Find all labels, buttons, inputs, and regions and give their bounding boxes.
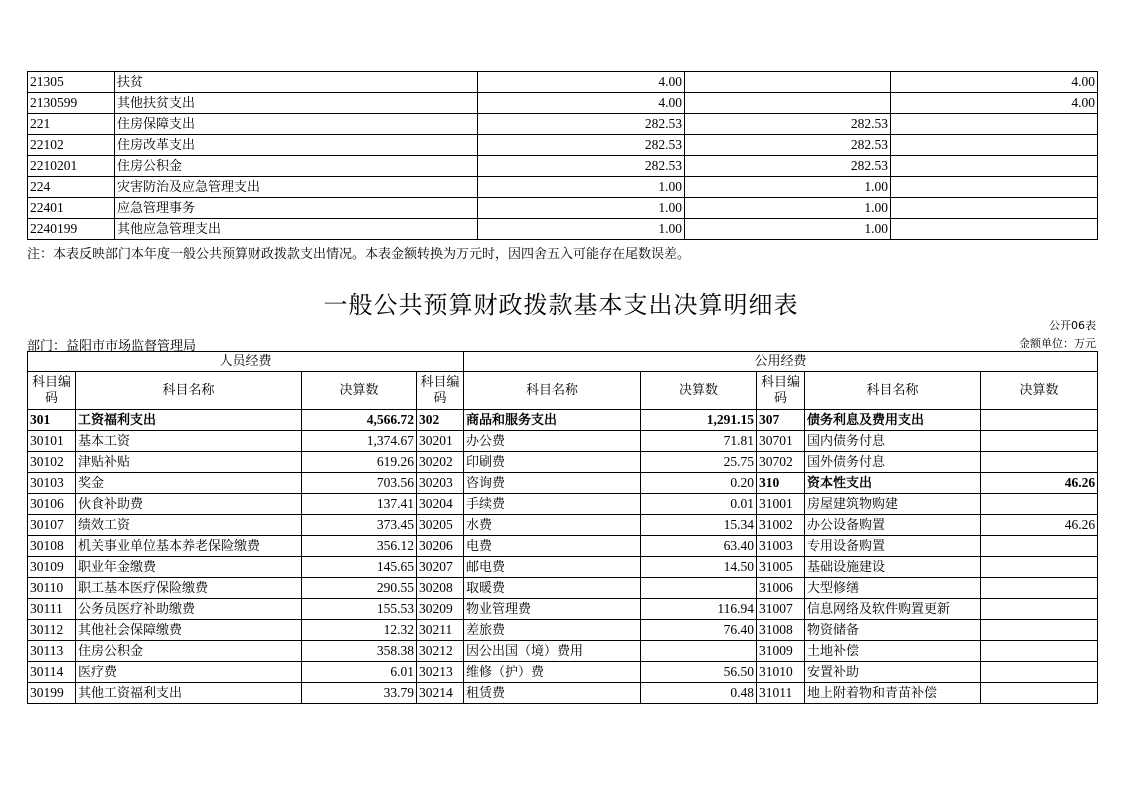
- subject-code: 21305: [28, 72, 115, 93]
- table-row: [28, 536, 1098, 557]
- subject-name: 扶贫: [115, 72, 478, 93]
- total-amount: 4.00: [478, 72, 685, 93]
- subject-code-3: 30702: [757, 452, 805, 473]
- subject-code-1: 301: [28, 410, 76, 431]
- subject-name: 住房保障支出: [115, 114, 478, 135]
- subject-code-2: 30214: [417, 683, 464, 704]
- amount-1: 358.38: [302, 641, 417, 662]
- amount-1: 373.45: [302, 515, 417, 536]
- subject-name-2: 手续费: [464, 494, 641, 515]
- amount-2: 56.50: [641, 662, 757, 683]
- basic-amount: 282.53: [685, 135, 891, 156]
- subject-code-1: 30102: [28, 452, 76, 473]
- amount-1: 619.26: [302, 452, 417, 473]
- total-amount: 1.00: [478, 198, 685, 219]
- header-amount-2: 决算数: [641, 372, 757, 410]
- total-amount: 282.53: [478, 114, 685, 135]
- amount-3: [981, 494, 1098, 515]
- subject-code: 2130599: [28, 93, 115, 114]
- project-amount: [891, 156, 1098, 177]
- subject-code: 2210201: [28, 156, 115, 177]
- subject-name-1: 职工基本医疗保险缴费: [76, 578, 302, 599]
- subject-name-3: 房屋建筑物购建: [805, 494, 981, 515]
- amount-1: 145.65: [302, 557, 417, 578]
- amount-2: 63.40: [641, 536, 757, 557]
- subject-code-1: 30106: [28, 494, 76, 515]
- subject-code-3: 31005: [757, 557, 805, 578]
- subject-name-1: 工资福利支出: [76, 410, 302, 431]
- subject-name-2: 商品和服务支出: [464, 410, 641, 431]
- subject-name-2: 咨询费: [464, 473, 641, 494]
- subject-code-2: 30201: [417, 431, 464, 452]
- subject-name-3: 物资储备: [805, 620, 981, 641]
- subject-name-2: 因公出国（境）费用: [464, 641, 641, 662]
- subject-code-2: 30204: [417, 494, 464, 515]
- amount-2: [641, 641, 757, 662]
- table-row: [28, 219, 1098, 240]
- amount-2: 15.34: [641, 515, 757, 536]
- header-code-3: 科目编码: [757, 372, 805, 410]
- amount-3: [981, 431, 1098, 452]
- subject-name-1: 住房公积金: [76, 641, 302, 662]
- subject-code-2: 30205: [417, 515, 464, 536]
- header-code-1: 科目编码: [28, 372, 76, 410]
- amount-3: 46.26: [981, 515, 1098, 536]
- subject-name-1: 津贴补贴: [76, 452, 302, 473]
- table-row: [28, 431, 1098, 452]
- subject-code-3: 30701: [757, 431, 805, 452]
- subject-code-2: 302: [417, 410, 464, 431]
- amount-2: 14.50: [641, 557, 757, 578]
- amount-1: 12.32: [302, 620, 417, 641]
- basic-amount: 1.00: [685, 198, 891, 219]
- basic-amount: 282.53: [685, 156, 891, 177]
- subject-name-2: 维修（护）费: [464, 662, 641, 683]
- total-amount: 282.53: [478, 156, 685, 177]
- subject-name-3: 办公设备购置: [805, 515, 981, 536]
- total-amount: 1.00: [478, 219, 685, 240]
- subject-name-3: 基础设施建设: [805, 557, 981, 578]
- amount-2: 25.75: [641, 452, 757, 473]
- subject-name: 其他应急管理支出: [115, 219, 478, 240]
- subject-name-3: 国内债务付息: [805, 431, 981, 452]
- project-amount: [891, 177, 1098, 198]
- subject-code-3: 31008: [757, 620, 805, 641]
- amount-3: [981, 683, 1098, 704]
- subject-name-3: 专用设备购置: [805, 536, 981, 557]
- subject-name-1: 职业年金缴费: [76, 557, 302, 578]
- amount-1: 137.41: [302, 494, 417, 515]
- subject-code-1: 30113: [28, 641, 76, 662]
- subject-code-1: 30112: [28, 620, 76, 641]
- subject-name-3: 安置补助: [805, 662, 981, 683]
- top-expenditure-table: [27, 71, 1098, 240]
- amount-2: 116.94: [641, 599, 757, 620]
- amount-1: 155.53: [302, 599, 417, 620]
- table-row: [28, 557, 1098, 578]
- amount-1: 356.12: [302, 536, 417, 557]
- subject-code-1: 30111: [28, 599, 76, 620]
- subject-name-3: 地上附着物和青苗补偿: [805, 683, 981, 704]
- subject-code: 224: [28, 177, 115, 198]
- total-amount: 282.53: [478, 135, 685, 156]
- subject-code-2: 30212: [417, 641, 464, 662]
- subject-name-1: 公务员医疗补助缴费: [76, 599, 302, 620]
- subject-code: 221: [28, 114, 115, 135]
- project-amount: [891, 114, 1098, 135]
- subject-code-2: 30209: [417, 599, 464, 620]
- table-row: [28, 93, 1098, 114]
- amount-unit-label: 金额单位：万元: [1019, 337, 1096, 350]
- subject-code-2: 30207: [417, 557, 464, 578]
- basic-amount: 1.00: [685, 177, 891, 198]
- header-amount-1: 决算数: [302, 372, 417, 410]
- project-amount: 4.00: [891, 72, 1098, 93]
- subject-name-3: 土地补偿: [805, 641, 981, 662]
- table-row: [28, 494, 1098, 515]
- subject-name-1: 基本工资: [76, 431, 302, 452]
- subject-name-1: 伙食补助费: [76, 494, 302, 515]
- form-number: 公开06表: [1049, 319, 1096, 332]
- subject-name-1: 其他工资福利支出: [76, 683, 302, 704]
- group-header-personnel: 人员经费: [28, 352, 464, 372]
- amount-3: [981, 662, 1098, 683]
- total-amount: 4.00: [478, 93, 685, 114]
- subject-code: 2240199: [28, 219, 115, 240]
- project-amount: [891, 198, 1098, 219]
- subject-name-3: 国外债务付息: [805, 452, 981, 473]
- basic-amount: [685, 72, 891, 93]
- project-amount: 4.00: [891, 93, 1098, 114]
- group-header-public: 公用经费: [464, 352, 1098, 372]
- subject-code-1: 30101: [28, 431, 76, 452]
- table-row: [28, 578, 1098, 599]
- table-row: [28, 177, 1098, 198]
- table-row: [28, 114, 1098, 135]
- subject-name-2: 电费: [464, 536, 641, 557]
- subject-code-3: 31009: [757, 641, 805, 662]
- amount-3: [981, 557, 1098, 578]
- subject-code-2: 30208: [417, 578, 464, 599]
- subject-name-3: 债务利息及费用支出: [805, 410, 981, 431]
- table-row: [28, 599, 1098, 620]
- amount-2: 76.40: [641, 620, 757, 641]
- page-title: 一般公共预算财政拨款基本支出决算明细表: [323, 291, 799, 319]
- subject-name-1: 其他社会保障缴费: [76, 620, 302, 641]
- amount-3: [981, 641, 1098, 662]
- subject-code-1: 30114: [28, 662, 76, 683]
- subject-code-3: 31007: [757, 599, 805, 620]
- amount-2: 0.48: [641, 683, 757, 704]
- subject-name: 住房公积金: [115, 156, 478, 177]
- header-name-2: 科目名称: [464, 372, 641, 410]
- subject-name-1: 奖金: [76, 473, 302, 494]
- subject-code-3: 31002: [757, 515, 805, 536]
- header-name-3: 科目名称: [805, 372, 981, 410]
- table-row: [28, 135, 1098, 156]
- amount-1: 33.79: [302, 683, 417, 704]
- amount-1: 4,566.72: [302, 410, 417, 431]
- department-label: 部门：益阳市市场监督管理局: [27, 339, 197, 354]
- subject-name: 其他扶贫支出: [115, 93, 478, 114]
- project-amount: [891, 219, 1098, 240]
- amount-3: [981, 536, 1098, 557]
- table-row: [28, 620, 1098, 641]
- subject-name-2: 邮电费: [464, 557, 641, 578]
- project-amount: [891, 135, 1098, 156]
- subject-code-3: 307: [757, 410, 805, 431]
- subject-name-3: 大型修缮: [805, 578, 981, 599]
- amount-1: 1,374.67: [302, 431, 417, 452]
- subject-code-2: 30206: [417, 536, 464, 557]
- table-row: [28, 72, 1098, 93]
- amount-2: 0.20: [641, 473, 757, 494]
- amount-1: 6.01: [302, 662, 417, 683]
- subject-name-2: 取暖费: [464, 578, 641, 599]
- subject-code-3: 31001: [757, 494, 805, 515]
- table-row: [28, 662, 1098, 683]
- total-amount: 1.00: [478, 177, 685, 198]
- subject-code-2: 30211: [417, 620, 464, 641]
- amount-2: 1,291.15: [641, 410, 757, 431]
- subject-name-3: 资本性支出: [805, 473, 981, 494]
- subject-code-3: 31006: [757, 578, 805, 599]
- basic-amount: 1.00: [685, 219, 891, 240]
- subject-name-2: 办公费: [464, 431, 641, 452]
- amount-2: [641, 578, 757, 599]
- amount-3: 46.26: [981, 473, 1098, 494]
- subject-code-2: 30203: [417, 473, 464, 494]
- basic-amount: 282.53: [685, 114, 891, 135]
- basic-expenditure-detail-table: [27, 351, 1098, 704]
- amount-3: [981, 599, 1098, 620]
- amount-3: [981, 578, 1098, 599]
- subject-name-2: 印刷费: [464, 452, 641, 473]
- header-amount-3: 决算数: [981, 372, 1098, 410]
- table-row: [28, 683, 1098, 704]
- subject-name-2: 差旅费: [464, 620, 641, 641]
- subject-name-2: 物业管理费: [464, 599, 641, 620]
- amount-3: [981, 452, 1098, 473]
- subject-name-1: 医疗费: [76, 662, 302, 683]
- subject-name: 住房改革支出: [115, 135, 478, 156]
- table-row: [28, 641, 1098, 662]
- subject-code-1: 30108: [28, 536, 76, 557]
- table-row: [28, 198, 1098, 219]
- amount-1: 290.55: [302, 578, 417, 599]
- subject-name-1: 机关事业单位基本养老保险缴费: [76, 536, 302, 557]
- subject-code-3: 31011: [757, 683, 805, 704]
- subject-code-1: 30107: [28, 515, 76, 536]
- amount-3: [981, 620, 1098, 641]
- basic-amount: [685, 93, 891, 114]
- header-code-2: 科目编码: [417, 372, 464, 410]
- subject-code-2: 30202: [417, 452, 464, 473]
- subject-code-2: 30213: [417, 662, 464, 683]
- table-note: 注：本表反映部门本年度一般公共预算财政拨款支出情况。本表金额转换为万元时，因四舍五入可能存在尾数误差。: [27, 247, 691, 262]
- subject-code-3: 310: [757, 473, 805, 494]
- amount-2: 0.01: [641, 494, 757, 515]
- subject-code-3: 31010: [757, 662, 805, 683]
- subject-name: 灾害防治及应急管理支出: [115, 177, 478, 198]
- table-row: [28, 515, 1098, 536]
- subject-code-1: 30199: [28, 683, 76, 704]
- subject-code: 22102: [28, 135, 115, 156]
- subject-code-3: 31003: [757, 536, 805, 557]
- subject-name-2: 水费: [464, 515, 641, 536]
- subject-code-1: 30109: [28, 557, 76, 578]
- table-row: [28, 410, 1098, 431]
- amount-1: 703.56: [302, 473, 417, 494]
- amount-2: 71.81: [641, 431, 757, 452]
- subject-name-1: 绩效工资: [76, 515, 302, 536]
- subject-code-1: 30103: [28, 473, 76, 494]
- header-name-1: 科目名称: [76, 372, 302, 410]
- subject-name-3: 信息网络及软件购置更新: [805, 599, 981, 620]
- subject-name: 应急管理事务: [115, 198, 478, 219]
- table-row: [28, 473, 1098, 494]
- table-row: [28, 156, 1098, 177]
- subject-name-2: 租赁费: [464, 683, 641, 704]
- subject-code: 22401: [28, 198, 115, 219]
- subject-code-1: 30110: [28, 578, 76, 599]
- amount-3: [981, 410, 1098, 431]
- table-row: [28, 452, 1098, 473]
